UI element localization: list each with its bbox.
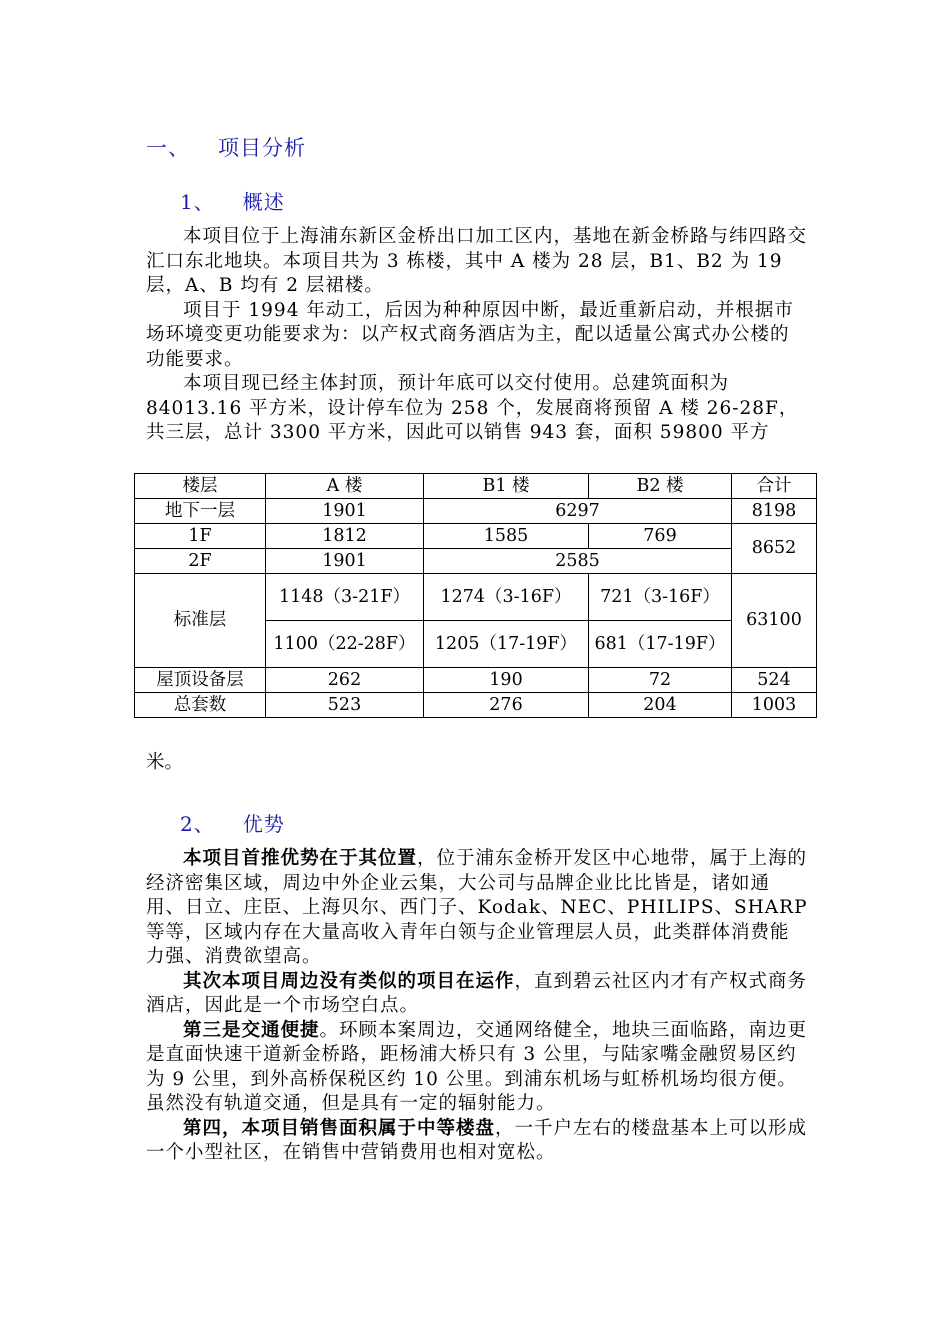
table-row bbox=[135, 499, 817, 524]
subheading-number: 2、 bbox=[180, 812, 215, 836]
table-cell-total: 8198 bbox=[732, 499, 817, 524]
subheading-number: 1、 bbox=[180, 190, 215, 214]
table-cell: 190 bbox=[424, 668, 589, 693]
table-cell: 523 bbox=[266, 693, 424, 718]
overview-text bbox=[146, 225, 808, 446]
advantage-paragraph-2 bbox=[146, 970, 808, 1019]
row-label: 总套数 bbox=[135, 693, 266, 718]
subheading-text: 概述 bbox=[242, 190, 285, 214]
table-cell: 204 bbox=[589, 693, 732, 718]
advantage-paragraph-4 bbox=[146, 1117, 808, 1166]
header-total: 合计 bbox=[732, 474, 817, 499]
table-header-row bbox=[135, 474, 817, 499]
table-row bbox=[135, 524, 817, 549]
table-cell: 1812 bbox=[266, 524, 424, 549]
row-label: 2F bbox=[135, 549, 266, 574]
row-label: 屋顶设备层 bbox=[135, 668, 266, 693]
table-cell: 276 bbox=[424, 693, 589, 718]
row-label: 1F bbox=[135, 524, 266, 549]
table-row bbox=[135, 668, 817, 693]
advantage-2-lead: 其次本项目周边没有类似的项目在运作 bbox=[183, 970, 515, 992]
overview-paragraph-3: 本项目现已经主体封顶，预计年底可以交付使用。总建筑面积为 84013.16 平方米，设计停车位为 258 个，发展商将预留 A 楼 26-28F， bbox=[146, 373, 799, 419]
table-cell: 262 bbox=[266, 668, 424, 693]
table-cell-total: 1003 bbox=[732, 693, 817, 718]
advantage-3-lead: 第三是交通便捷 bbox=[183, 1019, 320, 1041]
advantage-1-body: ，位于浦东金桥开发区中心地带，属于上海的经济密集区域，周边中外企业云集，大公司与品牌企业比比皆是，诸如通用、日立、庄臣、上海贝尔、西门子、Kodak、NEC、PHILIPS、SHARP 等等，区域内存在大量高收入青年白领与企业管理层人员，此类群体消费能力强、消费欲望高。 bbox=[146, 848, 808, 967]
subheading-advantages bbox=[180, 808, 285, 837]
advantage-4-lead: 第四，本项目销售面积属于中等楼盘 bbox=[183, 1117, 496, 1139]
header-building-a: A 楼 bbox=[266, 474, 424, 499]
table-row bbox=[135, 549, 817, 574]
advantage-3-body: 。环顾本案周边，交通网络健全，地块三面临路，南边更是直面快速干道新金桥路，距杨浦大桥只有 3 公里，与陆家嘴金融贸易区约为 9 公里，到外高桥保税区约 10 公里。到浦东机场与虹桥机场均很方便。虽然没有轨道交通，但是具有一定的辐射能力。 bbox=[146, 1019, 808, 1114]
table-cell: 721（3-16F） bbox=[589, 574, 732, 621]
advantage-2-body: ，直到碧云社区内才有产权式商务酒店，因此是一个市场空白点。 bbox=[146, 970, 808, 1016]
overview-paragraph-1: 本项目位于上海浦东新区金桥出口加工区内，基地在新金桥路与纬四路交汇口东北地块。本项目共为 3 栋楼，其中 A 楼为 28 层，B1、B2 为 19 层，A、B 均有 2 层裙楼。 bbox=[146, 226, 808, 296]
overview-paragraph-4: 共三层，总计 3300 平方米，因此可以销售 943 套，面积 59800 平方 bbox=[146, 422, 770, 443]
table-cell: 1148（3-21F） bbox=[266, 574, 424, 621]
header-floor: 楼层 bbox=[135, 474, 266, 499]
header-building-b1: B1 楼 bbox=[424, 474, 589, 499]
table-cell-total: 524 bbox=[732, 668, 817, 693]
overview-tail-text: 米。 bbox=[146, 752, 184, 773]
header-building-b2: B2 楼 bbox=[589, 474, 732, 499]
table-cell: 1901 bbox=[266, 549, 424, 574]
floor-area-table bbox=[134, 473, 817, 718]
section-heading-project-analysis bbox=[146, 132, 306, 162]
table-row bbox=[135, 693, 817, 718]
table-cell: 681（17-19F） bbox=[589, 621, 732, 668]
advantage-4-body: ，一千户左右的楼盘基本上可以形成一个小型社区，在销售中营销费用也相对宽松。 bbox=[146, 1117, 808, 1163]
table-cell: 1901 bbox=[266, 499, 424, 524]
advantage-1-lead: 本项目首推优势在于其位置 bbox=[183, 848, 418, 869]
table-row bbox=[135, 574, 817, 621]
table-cell: 2585 bbox=[424, 549, 732, 574]
table-cell: 769 bbox=[589, 524, 732, 549]
subheading-text: 优势 bbox=[242, 812, 285, 836]
advantage-paragraph-1 bbox=[146, 847, 808, 970]
table-cell-total: 63100 bbox=[732, 574, 817, 668]
row-label: 标准层 bbox=[135, 574, 266, 668]
subheading-overview bbox=[180, 186, 285, 215]
table-cell: 6297 bbox=[424, 499, 732, 524]
table-cell: 1100（22-28F） bbox=[266, 621, 424, 668]
table-cell: 1585 bbox=[424, 524, 589, 549]
heading-text: 项目分析 bbox=[218, 136, 306, 160]
row-label: 地下一层 bbox=[135, 499, 266, 524]
table-cell-total: 8652 bbox=[732, 524, 817, 574]
advantages-text bbox=[146, 847, 808, 1166]
advantage-paragraph-3 bbox=[146, 1019, 808, 1117]
table-cell: 72 bbox=[589, 668, 732, 693]
heading-number: 一、 bbox=[146, 136, 190, 160]
table-cell: 1205（17-19F） bbox=[424, 621, 589, 668]
overview-paragraph-2: 项目于 1994 年动工，后因为种种原因中断，最近重新启动，并根据市场环境变更功能要求为：以产权式商务酒店为主，配以适量公寓式办公楼的功能要求。 bbox=[146, 299, 794, 370]
table-cell: 1274（3-16F） bbox=[424, 574, 589, 621]
